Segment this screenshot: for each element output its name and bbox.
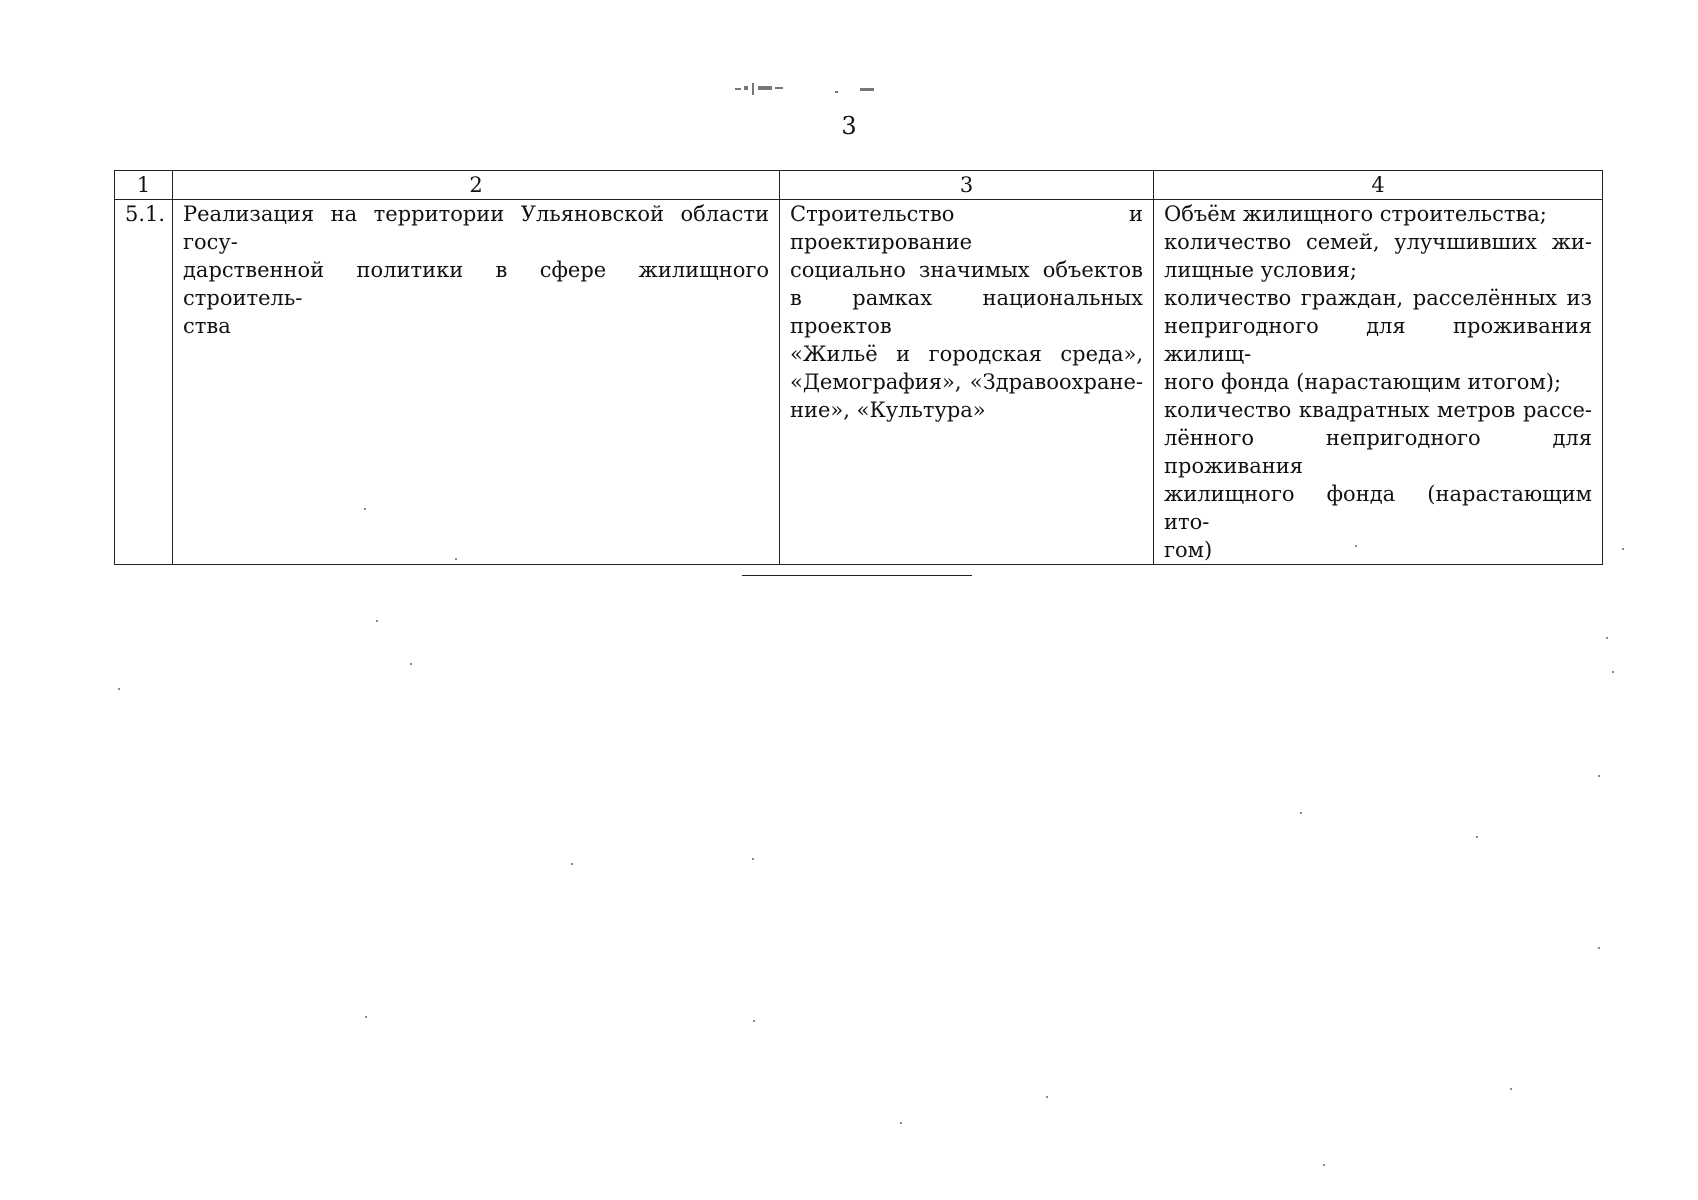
indicators-line: количество семей, улучшивших жи- [1164, 230, 1592, 254]
row-number-cell [115, 200, 173, 565]
column-header-2: 2 [173, 171, 780, 200]
activities-line: Строительство и проектирование [790, 202, 1143, 254]
scan-speck [1323, 1164, 1325, 1166]
scan-speck [1612, 671, 1614, 673]
indicators-line: жилищного фонда (нарастающим ито- [1164, 482, 1592, 534]
end-separator-line [742, 575, 972, 576]
scan-artifact-mark [730, 82, 970, 96]
scan-speck [1476, 836, 1478, 838]
indicators-line: лённого непригодного для проживания [1164, 426, 1592, 478]
activities-line: ние», «Культура» [790, 398, 986, 422]
activities-cell [780, 200, 1154, 565]
indicators-cell [1154, 200, 1603, 565]
scan-speck [118, 688, 120, 690]
indicators-line: количество квадратных метров рассе- [1164, 398, 1592, 422]
scan-speck [900, 1122, 902, 1124]
scan-speck [1300, 812, 1302, 814]
program-name-cell [173, 200, 780, 565]
indicators-line: Объём жилищного строительства; [1164, 202, 1547, 226]
scan-speck [365, 1016, 367, 1018]
row-number: 5.1. [125, 202, 166, 226]
indicators-line: непригодного для проживания жилищ- [1164, 314, 1592, 366]
activities-line: социально значимых объектов [790, 258, 1143, 282]
page-number: 3 [841, 112, 857, 140]
table-header-row [115, 171, 1603, 200]
scan-speck [752, 858, 754, 860]
scan-speck [753, 1020, 755, 1022]
scan-speck [571, 863, 573, 865]
program-name-line: дарственной политики в сфере жилищного строитель- [183, 258, 769, 310]
scan-speck [1355, 545, 1357, 547]
activities-line: в рамках национальных проектов [790, 286, 1143, 338]
scan-speck [1046, 1096, 1048, 1098]
indicators-line: лищные условия; [1164, 258, 1357, 282]
scan-speck [1606, 637, 1608, 639]
column-header-1: 1 [115, 171, 173, 200]
table-row [115, 200, 1603, 565]
scan-speck [376, 620, 378, 622]
indicators-line: количество граждан, расселённых из [1164, 286, 1592, 310]
column-header-4: 4 [1154, 171, 1603, 200]
scan-speck [410, 663, 412, 665]
indicators-line: гом) [1164, 538, 1213, 562]
indicators-line: ного фонда (нарастающим итогом); [1164, 370, 1562, 394]
scan-speck [1598, 775, 1600, 777]
scan-speck [1598, 947, 1600, 949]
document-table [114, 170, 1603, 565]
scan-speck [1622, 548, 1624, 550]
column-header-3: 3 [780, 171, 1154, 200]
scan-speck [1510, 1088, 1512, 1090]
scan-speck [455, 558, 457, 560]
activities-line: «Демография», «Здравоохране- [790, 370, 1143, 394]
activities-line: «Жильё и городская среда», [790, 342, 1143, 366]
program-name-line: ства [183, 314, 231, 338]
scan-speck [364, 508, 366, 510]
program-name-line: Реализация на территории Ульяновской области госу- [183, 202, 769, 254]
